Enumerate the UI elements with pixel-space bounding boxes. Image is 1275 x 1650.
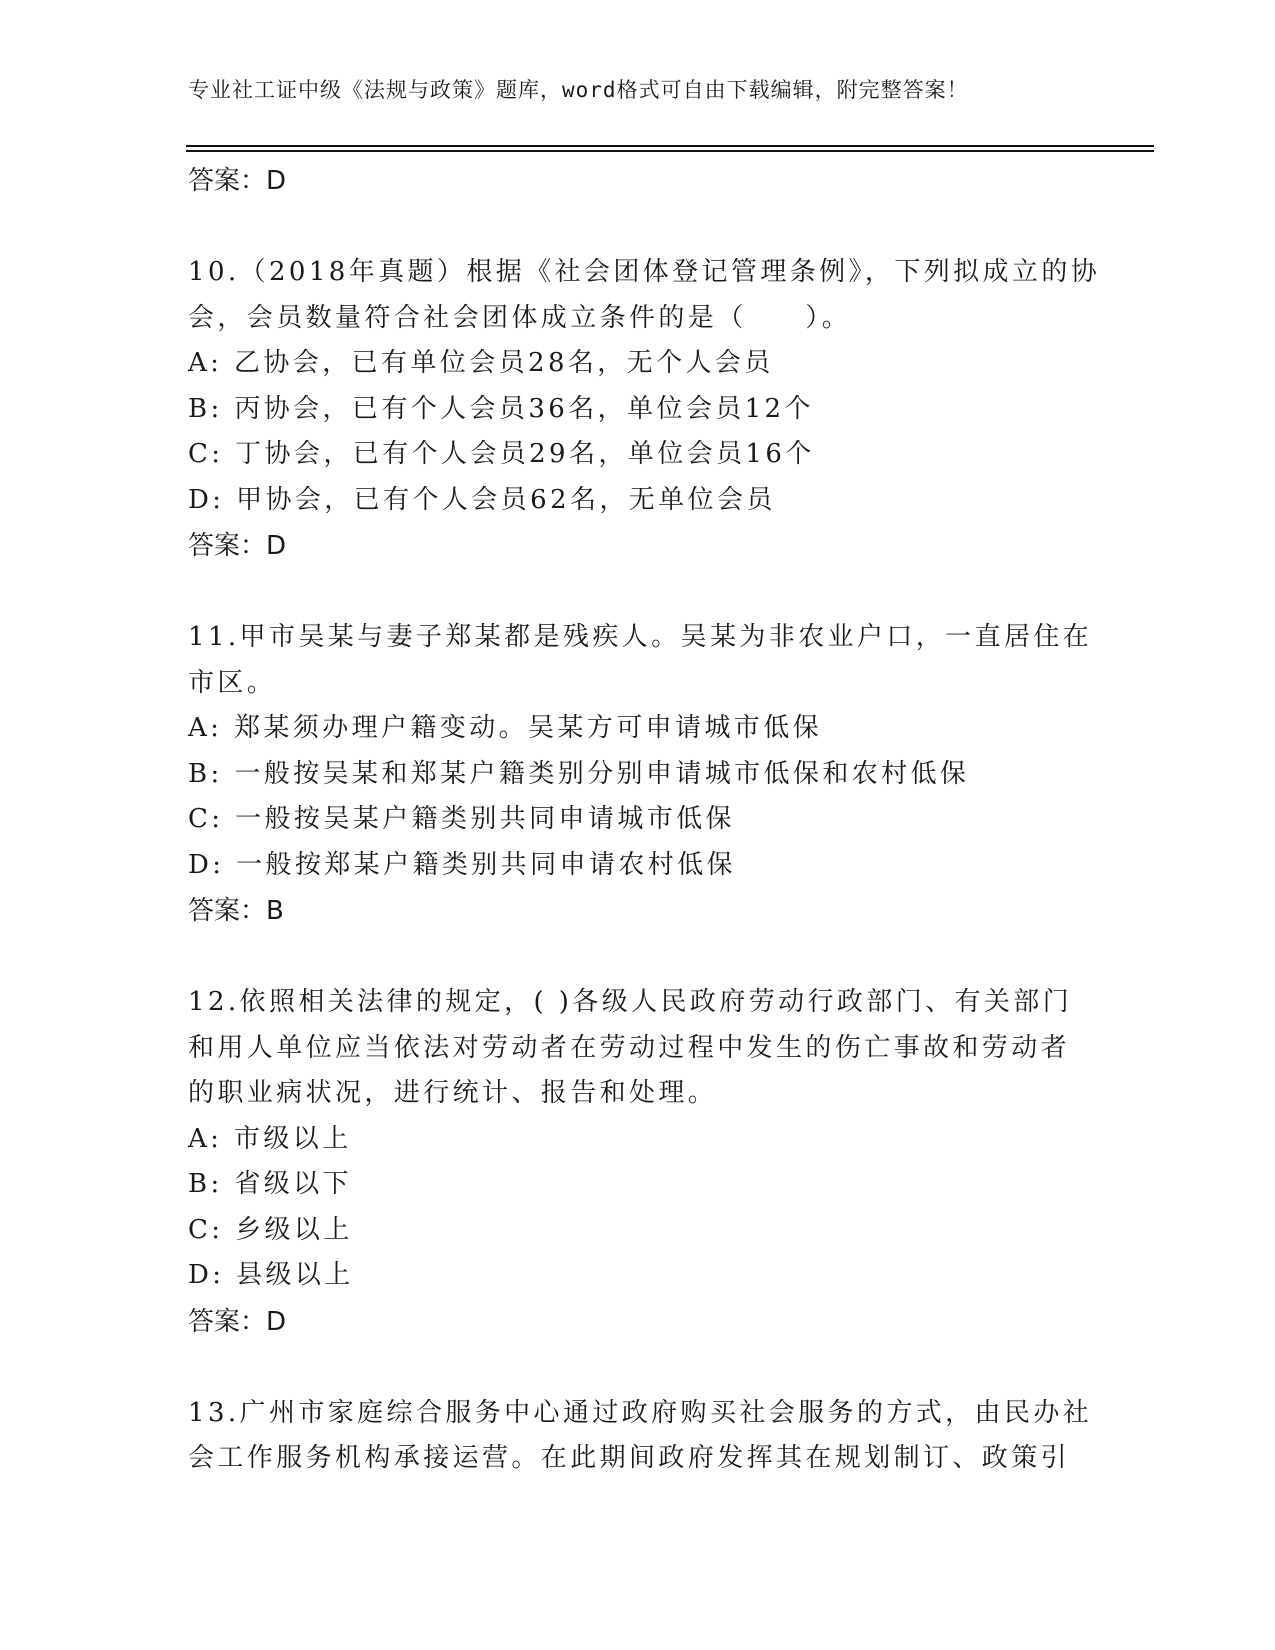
question-13 (188, 1391, 1093, 1482)
question-10 (188, 250, 1101, 569)
question-text-line: 会，会员数量符合社会团体成立条件的是（ ）。 (188, 302, 852, 333)
option-b: B: 省级以下 (188, 1169, 352, 1199)
option-b: B: 丙协会，已有个人会员36名，单位会员12个 (188, 393, 814, 424)
option-d: D: 一般按郑某户籍类别共同申请农村低保 (188, 849, 736, 880)
question-text-line: 会工作服务机构承接运营。在此期间政府发挥其在规划制订、政策引 (188, 1443, 1071, 1473)
option-c: C: 乡级以上 (188, 1214, 353, 1245)
question-12 (188, 980, 1088, 1345)
option-c: C: 丁协会，已有个人会员29名，单位会员16个 (188, 439, 815, 469)
header-rule-top (186, 145, 1154, 147)
option-a: A: 市级以上 (188, 1123, 352, 1154)
answer-line: 答案：D (188, 531, 287, 561)
question-text-line: 的职业病状况，进行统计、报告和处理。 (188, 1078, 718, 1108)
answer-line: 答案：B (188, 896, 284, 926)
question-text-line: 12.依照相关法律的规定，( )各级人民政府劳动行政部门、有关部门 (188, 987, 1073, 1017)
question-text-line: 市区。 (188, 667, 277, 698)
question-11 (188, 615, 1093, 934)
question-content (188, 158, 1101, 1482)
option-a: A: 郑某须办理户籍变动。吴某方可申请城市低保 (188, 713, 823, 743)
option-d: D: 县级以上 (188, 1260, 354, 1290)
option-d: D: 甲协会，已有个人会员62名，无单位会员 (188, 484, 776, 515)
question-text-line: 13.广州市家庭综合服务中心通过政府购买社会服务的方式，由民办社 (188, 1397, 1093, 1428)
answer-line: 答案：D (188, 166, 287, 196)
question-text-line: 11.甲市吴某与妻子郑某都是残疾人。吴某为非农业户口，一直居住在 (188, 622, 1093, 652)
answer-line: 答案：D (188, 1306, 287, 1337)
option-a: A: 乙协会，已有单位会员28名，无个人会员 (188, 348, 774, 378)
header-rule-bottom (186, 150, 1154, 152)
option-b: B: 一般按吴某和郑某户籍类别分别申请城市低保和农村低保 (188, 758, 970, 789)
question-text-line: 10.（2018年真题）根据《社会团体登记管理条例》，下列拟成立的协 (188, 257, 1101, 287)
page-header: 专业社工证中级《法规与政策》题库，word格式可自由下载编辑，附完整答案！ (188, 78, 969, 102)
question-text-line: 和用人单位应当依法对劳动者在劳动过程中发生的伤亡事故和劳动者 (188, 1032, 1071, 1063)
option-c: C: 一般按吴某户籍类别共同申请城市低保 (188, 804, 735, 834)
